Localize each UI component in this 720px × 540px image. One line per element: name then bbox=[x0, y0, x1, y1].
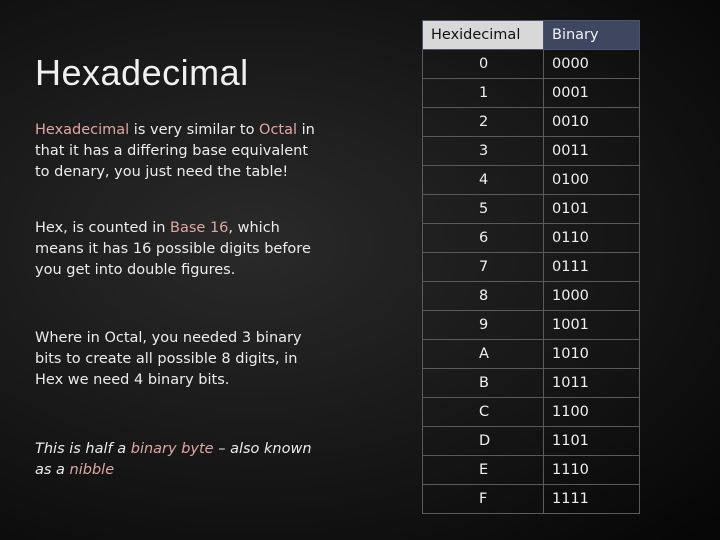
term-base-16: Base 16 bbox=[170, 220, 229, 236]
nibble-paragraph: This is half a binary byte – also known as a nibble bbox=[35, 441, 312, 478]
hex-cell: E bbox=[423, 456, 544, 485]
table-header-row bbox=[423, 21, 640, 50]
header-hexidecimal: Hexidecimal bbox=[423, 21, 544, 50]
term-octal: Octal bbox=[259, 122, 298, 138]
binary-cell: 1001 bbox=[544, 311, 640, 340]
hex-cell: F bbox=[423, 485, 544, 514]
binary-cell: 1110 bbox=[544, 456, 640, 485]
binary-cell: 0100 bbox=[544, 166, 640, 195]
table-row bbox=[423, 456, 640, 485]
binary-cell: 0101 bbox=[544, 195, 640, 224]
table-row bbox=[423, 79, 640, 108]
hex-cell: 3 bbox=[423, 137, 544, 166]
header-binary: Binary bbox=[544, 21, 640, 50]
binary-cell: 0010 bbox=[544, 108, 640, 137]
table-row bbox=[423, 427, 640, 456]
term-nibble: nibble bbox=[69, 462, 115, 478]
binary-cell: 1000 bbox=[544, 282, 640, 311]
binary-cell: 1111 bbox=[544, 485, 640, 514]
bits-paragraph: Where in Octal, you needed 3 binary bits to create all possible 8 digits, in Hex we need 4 binary bits. bbox=[35, 330, 302, 388]
binary-cell: 0011 bbox=[544, 137, 640, 166]
table-body bbox=[423, 50, 640, 514]
table-row bbox=[423, 137, 640, 166]
table-row bbox=[423, 224, 640, 253]
binary-cell: 1101 bbox=[544, 427, 640, 456]
hex-cell: D bbox=[423, 427, 544, 456]
table-row bbox=[423, 166, 640, 195]
table-row bbox=[423, 50, 640, 79]
binary-cell: 1011 bbox=[544, 369, 640, 398]
binary-cell: 1100 bbox=[544, 398, 640, 427]
base-paragraph: Hex, is counted in Base 16, which means it has 16 possible digits before you get into double figures. bbox=[35, 220, 311, 278]
table-row bbox=[423, 195, 640, 224]
hex-binary-table bbox=[422, 20, 640, 514]
hex-cell: 1 bbox=[423, 79, 544, 108]
binary-cell: 0001 bbox=[544, 79, 640, 108]
hex-cell: A bbox=[423, 340, 544, 369]
hex-cell: 6 bbox=[423, 224, 544, 253]
hex-cell: 5 bbox=[423, 195, 544, 224]
hex-cell: B bbox=[423, 369, 544, 398]
hex-cell: 9 bbox=[423, 311, 544, 340]
term-binary-byte: binary byte bbox=[130, 441, 214, 457]
hex-cell: 8 bbox=[423, 282, 544, 311]
hex-cell: C bbox=[423, 398, 544, 427]
table-row bbox=[423, 108, 640, 137]
binary-cell: 0110 bbox=[544, 224, 640, 253]
page-title: Hexadecimal bbox=[35, 52, 249, 93]
table-row bbox=[423, 253, 640, 282]
binary-cell: 1010 bbox=[544, 340, 640, 369]
hex-cell: 2 bbox=[423, 108, 544, 137]
hex-cell: 0 bbox=[423, 50, 544, 79]
binary-cell: 0111 bbox=[544, 253, 640, 282]
table-row bbox=[423, 340, 640, 369]
binary-cell: 0000 bbox=[544, 50, 640, 79]
intro-paragraph: Hexadecimal is very similar to Octal in that it has a differing base equivalent to denary, you just need the table! bbox=[35, 122, 315, 180]
hex-cell: 7 bbox=[423, 253, 544, 282]
table-row bbox=[423, 398, 640, 427]
hex-cell: 4 bbox=[423, 166, 544, 195]
table-row bbox=[423, 282, 640, 311]
table-row bbox=[423, 485, 640, 514]
table-row bbox=[423, 369, 640, 398]
table-row bbox=[423, 311, 640, 340]
term-hexadecimal: Hexadecimal bbox=[35, 122, 130, 138]
